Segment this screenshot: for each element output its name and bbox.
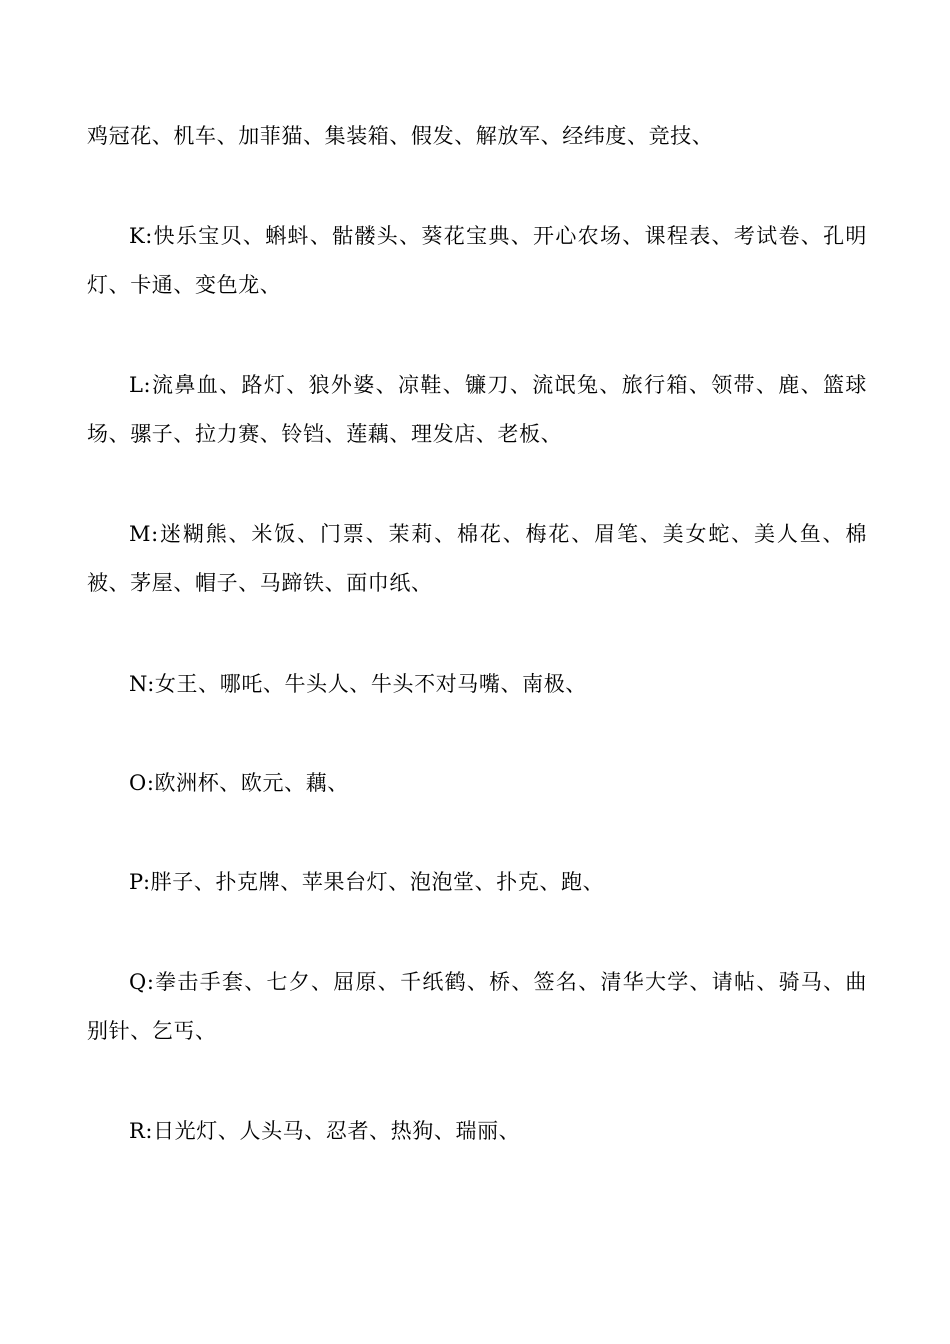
paragraph-q: Q:拳击手套、七夕、屈原、千纸鹤、桥、签名、清华大学、请帖、骑马、曲别针、乞丐、 bbox=[87, 970, 867, 1043]
paragraph-m: M:迷糊熊、米饭、门票、茉莉、棉花、梅花、眉笔、美女蛇、美人鱼、棉被、茅屋、帽子、马蹄铁、面巾纸、 bbox=[87, 522, 867, 595]
paragraph-k: K:快乐宝贝、蝌蚪、骷髅头、葵花宝典、开心农场、课程表、考试卷、孔明灯、卡通、变色龙、 bbox=[87, 224, 867, 297]
paragraph-o: O:欧洲杯、欧元、藕、 bbox=[129, 771, 349, 795]
paragraph-r: R:日光灯、人头马、忍者、热狗、瑞丽、 bbox=[129, 1119, 521, 1143]
paragraph-j-continued: 鸡冠花、机车、加菲猫、集装箱、假发、解放军、经纬度、竞技、 bbox=[87, 124, 714, 148]
paragraph-l: L:流鼻血、路灯、狼外婆、凉鞋、镰刀、流氓兔、旅行箱、领带、鹿、篮球场、骡子、拉力赛、铃铛、莲藕、理发店、老板、 bbox=[87, 373, 867, 446]
paragraph-n: N:女王、哪吒、牛头人、牛头不对马嘴、南极、 bbox=[129, 672, 587, 696]
paragraph-p: P:胖子、扑克牌、苹果台灯、泡泡堂、扑克、跑、 bbox=[129, 870, 605, 894]
